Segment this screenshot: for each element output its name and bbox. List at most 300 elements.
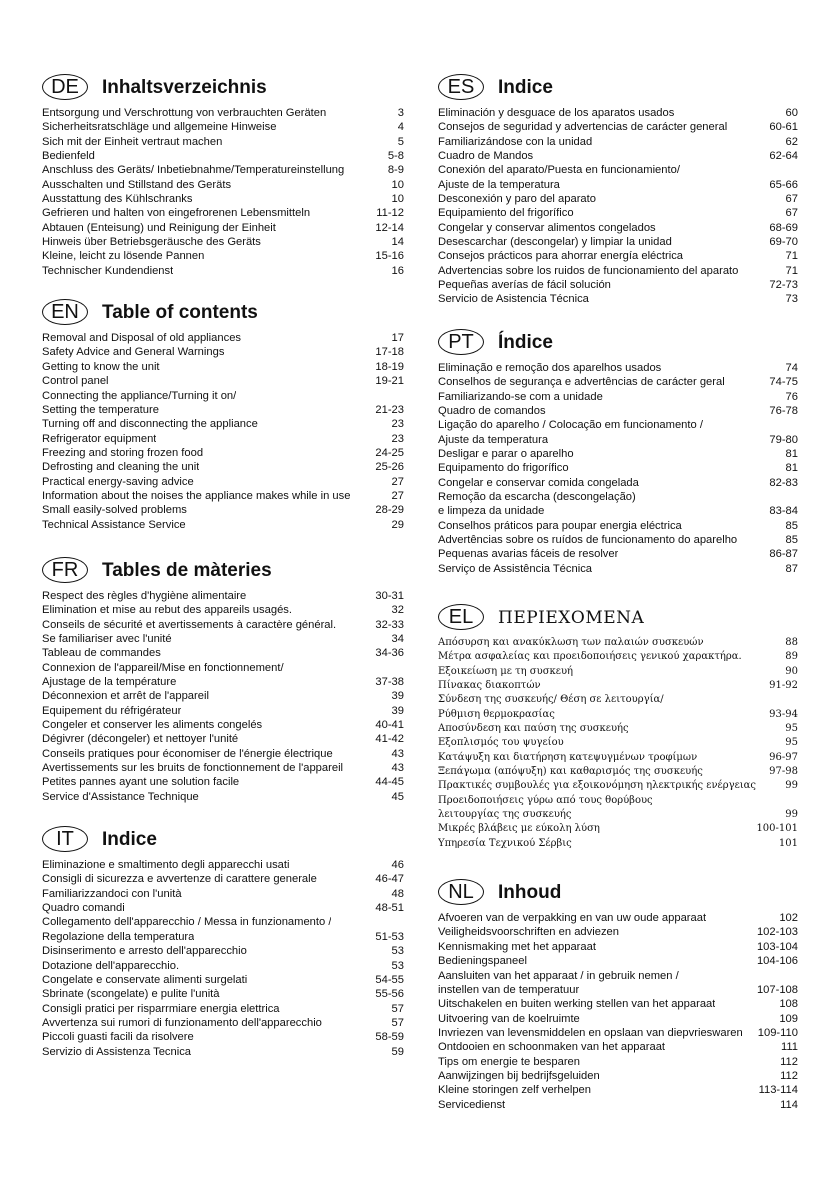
toc-entry-page [794,163,798,177]
toc-entry [42,661,404,675]
toc-entry-page: 12-14 [375,221,404,234]
toc-entry [438,794,798,808]
toc-entry-page: 32-33 [375,618,404,631]
toc-entry [42,518,404,532]
toc-entry [438,808,798,822]
toc-entry [438,547,798,561]
toc-entry-text: Eliminación y desguace de los aparatos usados [438,107,675,119]
section-title: ΠΕΡΙΕΧΟΜΕΝΑ [498,607,645,628]
toc-entry-text: Ρύθμιση θερμοκρασίας [438,708,555,720]
toc-entry-page: 30-31 [375,589,404,602]
toc-entry [438,708,798,722]
toc-entry-text: Consejos de seguridad y advertencias de carácter general [438,121,728,134]
toc-entry [438,490,798,504]
toc-entry-page: 107-108 [756,983,798,996]
toc-entry-page: 113-114 [758,1084,798,1097]
toc-entry-page: 112 [780,1055,798,1068]
toc-entry-text: Technical Assistance Service [42,518,186,531]
toc-entry [42,206,404,220]
toc-entry-text: Congelate e conservate alimenti surgelati [42,973,248,986]
toc-entry-page: 10 [391,193,404,206]
toc-entry-text: Hinweis über Betriebsgeräusche des Geräts [42,236,261,249]
toc-entry-page: 27 [391,489,404,502]
toc-entry-text: Consigli di sicurezza e avvertenze di carattere generale [42,873,317,886]
toc-entry-page [794,693,798,707]
toc-entry-page: 108 [779,998,798,1011]
toc-entry-text: Bedieningspaneel [438,955,527,968]
toc-entry-text: Αποσύνδεση και παύση της συσκευής [438,723,629,735]
toc-entry-text: Equipamiento del frigorífico [438,207,574,220]
toc-entry-page: 89 [785,651,798,663]
toc-entry-text: Déconnexion et arrêt de l'appareil [42,690,209,703]
toc-entry [42,618,404,632]
toc-entry-text: Ajuste de la temperatura [438,178,560,191]
toc-entry [438,1026,798,1040]
toc-entry [42,249,404,263]
toc-entry-text: Κατάψυξη και διατήρηση κατεψυγμένων τροφίμων [438,751,698,763]
toc-entry-page: 45 [391,790,404,803]
toc-entry-page: 10 [391,178,404,191]
right-column [438,72,798,1133]
toc-entry-text: Control panel [42,375,109,388]
toc-entry-text: Se familiariser avec l'unité [42,632,172,645]
toc-entry [42,120,404,134]
toc-entry [42,973,404,987]
toc-entry-page: 51-53 [375,930,404,943]
toc-entry-page: 99 [785,780,798,792]
toc-entry-page: 93-94 [769,708,798,720]
toc-entry [438,120,798,134]
toc-entry-text: Avertissements sur les bruits de fonctionnement de l'appareil [42,762,344,775]
toc-section-it [42,824,404,1059]
toc-entry-text: Aanwijzingen bij bedrijfsgeluiden [438,1069,600,1082]
section-header [438,877,798,905]
toc-entry-page: 37-38 [375,676,404,688]
toc-entry-text: Regolazione della temperatura [42,930,195,943]
toc-entry-page: 54-55 [375,973,404,986]
toc-entry [42,718,404,732]
toc-entry [438,106,798,120]
toc-entry-page [400,389,404,403]
toc-entry-text: Ausstattung des Kühlschranks [42,193,193,206]
toc-entry [438,969,798,983]
toc-entry-text: Pequenas avarias fáceis de resolver [438,548,619,561]
toc-section-es [438,72,798,307]
toc-entry-text: Information about the noises the appliance makes while in use [42,489,351,502]
toc-entry-text: Quadro de comandos [438,404,546,417]
toc-entry [42,987,404,1001]
toc-entry-page: 67 [785,207,798,220]
toc-entry-page: 103-104 [756,940,798,953]
toc-entry [438,404,798,418]
toc-entry-text: Conselhos práticos para poupar energia eléctrica [438,519,682,532]
toc-entry-page: 57 [391,1016,404,1029]
toc-entry-page: 62 [785,135,798,148]
toc-entry [42,747,404,761]
toc-section-nl [438,877,798,1112]
toc-entry [438,206,798,220]
toc-entry-text: Removal and Disposal of old appliances [42,332,242,345]
toc-entry-text: Servicio de Asistencia Técnica [438,293,589,306]
toc-entry-page: 16 [391,264,404,277]
toc-entry-page: 34-36 [375,647,404,660]
toc-entry-text: Conseils de sécurité et avertissements à caractère général. [42,618,337,631]
toc-entry-page: 81 [785,447,798,460]
toc-entry-text: Υπηρεσία Τεχνικού Σέρβις [438,837,572,849]
toc-entry-text: Σύνδεση της συσκευής/ Θέση σε λειτουργία/ [438,694,664,706]
toc-entry-text: Consejos prácticos para ahorrar energía eléctrica [438,250,684,263]
toc-entry [438,1055,798,1069]
toc-entry [42,872,404,886]
toc-entry-text: Abtauen (Enteisung) und Reinigung der Einheit [42,221,276,234]
toc-entry-page: 46-47 [375,873,404,886]
toc-entry [42,603,404,617]
toc-entry [438,461,798,475]
toc-entry-page: 40-41 [375,719,404,732]
toc-entry-page: 95 [785,723,798,735]
toc-entry-page: 72-73 [769,279,798,292]
toc-entry [42,178,404,192]
toc-entry-text: Congeler et conserver les aliments congelés [42,719,263,732]
toc-entry-page: 27 [391,475,404,488]
toc-entry [438,519,798,533]
section-header [42,824,404,852]
toc-entry [438,249,798,263]
toc-entry-text: Dégivrer (décongeler) et nettoyer l'unité [42,733,239,746]
toc-entry-page: 74-75 [769,376,798,389]
toc-entry [438,533,798,547]
toc-entry-text: Turning off and disconnecting the appliance [42,418,258,431]
toc-entry-page: 79-80 [769,433,798,446]
toc-entry-page: 3 [397,107,404,119]
toc-entry-page: 8-9 [387,164,404,177]
toc-entry [42,1030,404,1044]
toc-entry-text: Μικρές βλάβεις με εύκολη λύση [438,823,600,835]
section-header [42,72,404,100]
toc-entry-text: Getting to know the unit [42,360,160,373]
toc-entry-text: Remoção da escarcha (descongelação) [438,490,636,503]
toc-entry-text: Technischer Kundendienst [42,264,174,277]
toc-section-en [42,297,404,532]
toc-entry [438,751,798,765]
toc-entry-text: Ligação do aparelho / Colocação em funcionamento / [438,419,703,432]
toc-entry-text: Sich mit der Einheit vertraut machen [42,135,223,148]
toc-entry-text: Avvertenza sui rumori di funzionamento dell'apparecchio [42,1016,322,1029]
section-header [42,555,404,583]
toc-entry [42,959,404,973]
toc-entry-text: Eliminazione e smaltimento degli apparecchi usati [42,859,290,872]
toc-entry-text: Conselhos de segurança e advertências de carácter geral [438,376,725,389]
toc-entry [42,704,404,718]
toc-entry-page: 83-84 [769,505,798,518]
toc-entry-text: Service d'Assistance Technique [42,790,199,803]
toc-entry [42,1045,404,1059]
toc-entry-text: Entsorgung und Verschrottung von verbrauchten Geräten [42,107,327,119]
toc-entry-text: instellen van de temperatuur [438,983,580,996]
toc-entry [438,665,798,679]
toc-entry [438,736,798,750]
toc-entry-page: 112 [780,1069,798,1082]
toc-entry [42,432,404,446]
toc-entry-text: Πίνακας διακοπτών [438,680,541,691]
language-code-badge: EL [438,604,484,630]
toc-entry-text: Defrosting and cleaning the unit [42,461,200,474]
toc-entry [438,822,798,836]
toc-entry-text: Advertências sobre os ruídos de funcionamento do aparelho [438,533,738,546]
toc-entry-text: Πρακτικές συμβουλές για εξοικονόμηση ηλεκτρικής ενέργειας [438,780,757,792]
toc-entry-text: Veiligheidsvoorschriften en adviezen [438,926,619,939]
toc-entry [438,292,798,306]
toc-entry-text: Congelar y conservar alimentos congelados [438,221,656,234]
toc-entry [438,418,798,432]
toc-entry-page [794,794,798,808]
toc-entry-page: 55-56 [375,988,404,1001]
toc-entry-text: Uitvoering van de koelruimte [438,1012,580,1025]
toc-entry-text: Dotazione dell'apparecchio. [42,959,180,972]
toc-entry-text: Tips om energie te besparen [438,1055,580,1068]
toc-entry-text: Ξεπάγωμα (απόψυξη) και καθαρισμός της συσκευής [438,766,703,778]
toc-entry-page: 96-97 [769,751,798,763]
toc-entry [42,221,404,235]
toc-entry-page: 76 [785,390,798,403]
toc-entry [42,264,404,278]
toc-entry-page: 48-51 [375,902,404,915]
toc-entry [438,361,798,375]
toc-entry-page: 5-8 [387,150,404,163]
toc-entry [438,679,798,693]
toc-entry [438,722,798,736]
toc-entry [438,636,798,650]
toc-entry-page [794,418,798,432]
toc-entry-page: 71 [785,264,798,277]
toc-entry-page: 109 [779,1012,798,1025]
toc-entry [42,632,404,646]
toc-entry [42,646,404,660]
toc-entry [438,650,798,664]
toc-entry [42,235,404,249]
toc-entry [438,1012,798,1026]
toc-entry [438,1083,798,1097]
toc-entry [438,504,798,518]
toc-entry-page: 87 [785,562,798,575]
toc-entry-text: Uitschakelen en buiten werking stellen van het apparaat [438,998,716,1011]
toc-entry-text: Connecting the appliance/Turning it on/ [42,389,237,402]
toc-entry-text: Ajustage de la température [42,676,177,688]
toc-entry-page: 102-103 [756,926,798,939]
toc-entry [42,790,404,804]
toc-entry-page: 68-69 [769,221,798,234]
toc-entry-text: Congelar e conservar comida congelada [438,476,639,489]
toc-entry-page: 34 [391,632,404,645]
toc-entry-text: Desescarchar (descongelar) y limpiar la unidad [438,236,672,249]
toc-entry [42,475,404,489]
toc-entry-text: Kennismaking met het apparaat [438,940,596,953]
toc-entry-page [400,661,404,675]
toc-entry-page: 39 [391,690,404,703]
toc-entry [42,163,404,177]
toc-entry-page: 71 [785,250,798,263]
toc-entry-page: 28-29 [375,504,404,517]
toc-entry [438,954,798,968]
toc-entry-text: Advertencias sobre los ruidos de funcionamiento del aparato [438,264,739,277]
toc-entry-page: 73 [785,293,798,306]
toc-entry [438,997,798,1011]
toc-entry [438,779,798,793]
toc-entry-page: 24-25 [375,446,404,459]
toc-entry-page: 29 [391,518,404,531]
toc-entry-page: 53 [391,945,404,958]
toc-entry-page: 44-45 [375,776,404,789]
toc-entry-text: Freezing and storing frozen food [42,446,204,459]
toc-entry-page: 58-59 [375,1031,404,1044]
toc-entry [42,930,404,944]
toc-entry-page: 17 [391,332,404,345]
toc-entry [438,911,798,925]
toc-entry [438,163,798,177]
toc-entry-page: 53 [391,959,404,972]
toc-entry [438,235,798,249]
toc-entry-text: Eliminação e remoção dos aparelhos usados [438,361,662,374]
toc-entry [42,775,404,789]
toc-entry-page: 19-21 [375,375,404,388]
toc-entry-text: Practical energy-saving advice [42,475,194,488]
toc-entry [438,765,798,779]
toc-entry [42,915,404,929]
toc-entry [42,689,404,703]
toc-entry-page: 100-101 [756,823,798,835]
toc-entry-text: Bedienfeld [42,150,95,163]
toc-entry-page: 62-64 [769,150,798,163]
toc-entry-page: 111 [780,1041,798,1054]
toc-entry [42,149,404,163]
toc-entry [42,761,404,775]
toc-entry [438,940,798,954]
toc-entry-text: Servicedienst [438,1098,506,1111]
toc-entry-page [794,969,798,983]
toc-entry-text: Safety Advice and General Warnings [42,346,225,359]
section-title: Índice [498,331,553,353]
toc-section-pt [438,327,798,576]
language-code-badge: FR [42,557,88,583]
toc-entry-page: 18-19 [375,360,404,373]
toc-entry [42,106,404,120]
toc-entry-text: Προειδοποιήσεις γύρω από τους θορύβους [438,794,653,806]
toc-entry-page: 4 [397,121,404,134]
toc-entry-page: 25-26 [375,461,404,474]
toc-entry-page: 97-98 [769,766,798,778]
toc-entry-text: Pequeñas averías de fácil solución [438,279,611,292]
language-code-badge: ES [438,74,484,100]
toc-entry [42,417,404,431]
toc-entry [438,375,798,389]
toc-entry [42,331,404,345]
toc-entry [42,1002,404,1016]
toc-entry-page: 88 [785,636,798,648]
toc-entry-text: Quadro comandi [42,902,125,915]
toc-entry-text: Ausschalten und Stillstand des Geräts [42,178,232,191]
toc-entry-page: 69-70 [769,236,798,249]
toc-entry-text: λειτουργίας της συσκευής [438,809,572,821]
toc-entry-page: 104-106 [756,955,798,968]
toc-entry-page: 81 [785,462,798,475]
toc-entry [438,135,798,149]
toc-entry [42,887,404,901]
toc-entry-page: 17-18 [375,346,404,359]
toc-entry-text: Kleine, leicht zu lösende Pannen [42,250,205,263]
toc-entry [438,1098,798,1112]
toc-entry-page: 91-92 [769,680,798,691]
toc-entry [438,1040,798,1054]
toc-entry-text: Tableau de commandes [42,647,161,660]
toc-entry [438,278,798,292]
toc-entry [438,925,798,939]
toc-entry [438,433,798,447]
toc-entry-page: 86-87 [769,548,798,561]
toc-entry-page [400,915,404,929]
toc-entry-text: Afvoeren van de verpakking en van uw oude apparaat [438,912,707,925]
toc-entry-text: Setting the temperature [42,403,159,416]
section-header [438,72,798,100]
toc-entry-text: Invriezen van levensmiddelen en opslaan van diepvrieswaren [438,1026,743,1039]
toc-entry [438,221,798,235]
toc-entry-text: Equipement du réfrigérateur [42,704,182,717]
toc-entry [438,562,798,576]
toc-entry-text: Equipamento do frigorífico [438,462,569,475]
toc-entry [438,192,798,206]
toc-entry-text: e limpeza da unidade [438,505,545,518]
toc-entry-text: Ontdooien en schoonmaken van het apparaat [438,1041,666,1054]
toc-entry-text: Kleine storingen zelf verhelpen [438,1084,591,1097]
toc-entry-text: Familiarizando-se com a unidade [438,390,603,403]
toc-entry-page: 39 [391,704,404,717]
toc-entry [42,403,404,417]
toc-entry [42,489,404,503]
toc-entry-text: Aansluiten van het apparaat / in gebruik nemen / [438,969,679,982]
toc-entry-page: 57 [391,1002,404,1015]
toc-entry-text: Servizio di Assistenza Tecnica [42,1045,192,1058]
toc-entry-page: 65-66 [769,178,798,191]
toc-entry-text: Desconexión y paro del aparato [438,193,596,206]
toc-entry-page: 43 [391,762,404,775]
toc-entry-text: Sbrinate (scongelate) e pulite l'unità [42,988,220,1001]
toc-entry-page: 46 [391,859,404,872]
toc-entry-page [794,490,798,504]
toc-entry-page: 23 [391,418,404,431]
section-header [42,297,404,325]
toc-section-de [42,72,404,278]
toc-entry-page: 14 [391,236,404,249]
toc-entry-page: 60 [785,107,798,119]
toc-entry [42,389,404,403]
toc-entry-page: 21-23 [375,403,404,416]
toc-entry-text: Desligar e parar o aparelho [438,447,574,460]
toc-entry-text: Consigli pratici per risparrmiare energia elettrica [42,1002,280,1015]
toc-entry-page: 85 [785,533,798,546]
toc-entry-text: Εξοπλισμός του ψυγείου [438,737,564,749]
left-column [42,72,404,1080]
toc-entry-text: Petites pannes ayant une solution facile [42,776,240,789]
toc-entry-text: Μέτρα ασφαλείας και προειδοποιήσεις γενικού χαρακτήρα. [438,651,742,663]
toc-entry [42,858,404,872]
toc-entry-page: 32 [391,604,404,617]
toc-entry-page: 41-42 [375,733,404,746]
toc-entry [438,390,798,404]
language-code-badge: DE [42,74,88,100]
toc-entry-text: Small easily-solved problems [42,504,187,517]
toc-entry-text: Refrigerator equipment [42,432,157,445]
section-title: Inhaltsverzeichnis [102,77,267,98]
toc-entry [42,503,404,517]
